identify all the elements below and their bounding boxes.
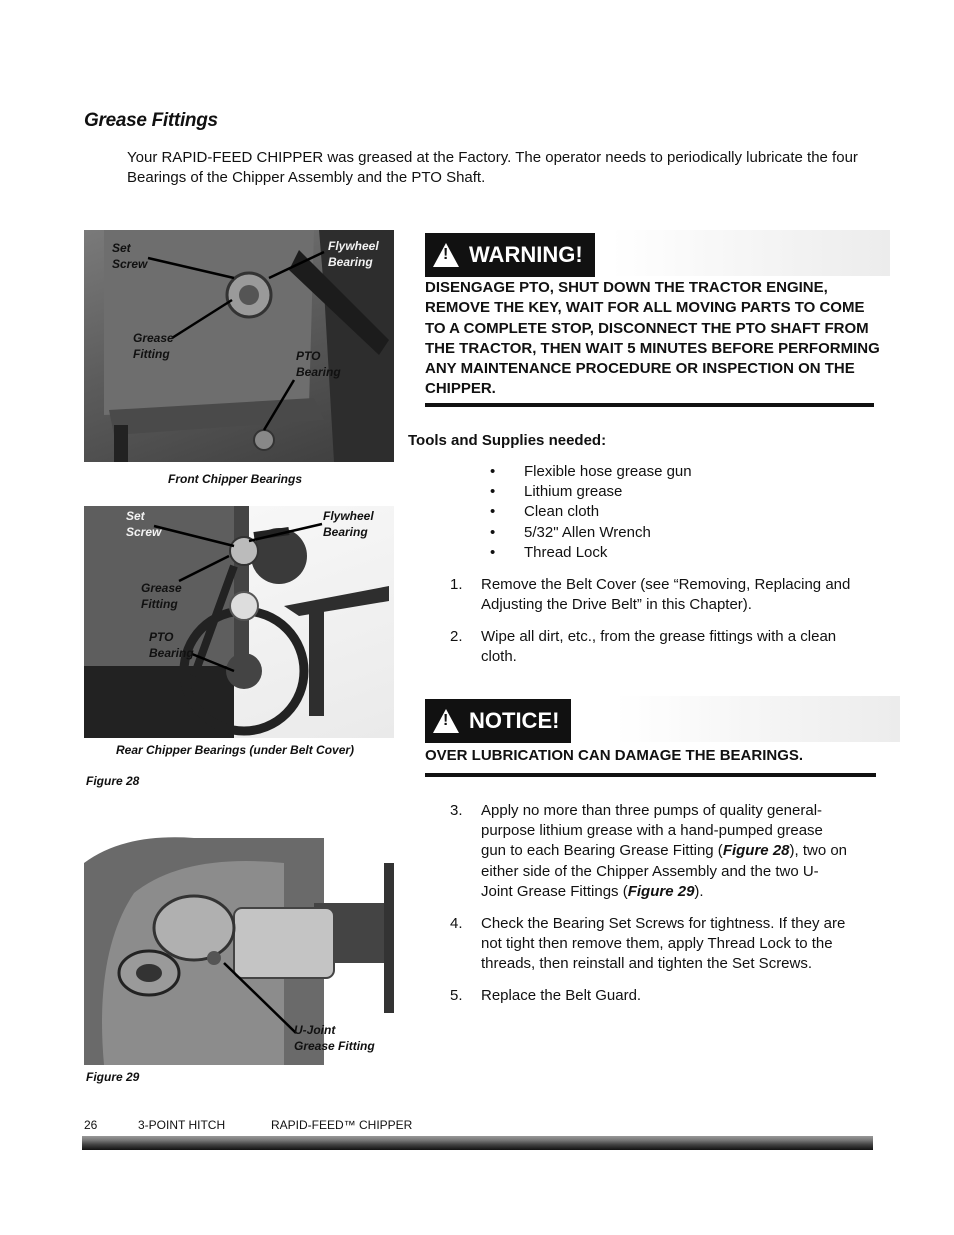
notice-rule	[425, 773, 876, 777]
rear-pto-bearing-label: PTO Bearing	[149, 630, 194, 660]
intro-paragraph: Your RAPID-FEED CHIPPER was greased at the Factory. The operator needs to periodically lubricate the four Bearings of the Chipper Assembly and the PTO Shaft.	[127, 149, 858, 186]
rear-set-screw-label: Set Screw	[126, 509, 162, 539]
front-bearings-caption: Front Chipper Bearings	[168, 472, 303, 486]
notice-header	[425, 699, 571, 743]
step-number: 2.	[450, 628, 463, 645]
notice-triangle-icon: !	[433, 709, 459, 733]
figure-29-ref: Figure 29	[627, 882, 695, 900]
step-text: Remove the Belt Cover (see “Removing, Replacing and Adjusting the Drive Belt” in this Chapter).	[481, 576, 851, 614]
section-title: Grease Fittings	[84, 110, 218, 131]
list-item: • Flexible hose grease gun	[490, 462, 692, 482]
footer-product: RAPID-FEED™ CHIPPER	[271, 1118, 413, 1132]
ujoint-grease-fitting-label: U-Joint Grease Fitting	[294, 1023, 375, 1053]
figure-28-ref: Figure 28	[722, 842, 790, 860]
step-1	[450, 575, 890, 617]
warning-text: DISENGAGE PTO, SHUT DOWN THE TRACTOR ENGINE, REMOVE THE KEY, WAIT FOR ALL MOVING PARTS TO COME TO A COMPLETE STOP, DISCONNECT THE PTO SHAFT FROM THE TRACTOR, THEN WAIT 5 MINUTES BEFORE PERFORMING ANY MAINTENANCE PROCEDURE OR INSPECTION ON THE CHIPPER.	[425, 279, 880, 398]
warning-banner	[425, 230, 890, 276]
list-item: • Lithium grease	[490, 482, 692, 502]
warning-triangle-icon: !	[433, 243, 459, 267]
footer-section: 3-POINT HITCH	[138, 1118, 226, 1132]
page-number: 26	[84, 1118, 98, 1132]
notice-text: OVER LUBRICATION CAN DAMAGE THE BEARINGS.	[425, 747, 804, 764]
step-text: Check the Bearing Set Screws for tightness. If they are not tight then remove them, apply Thread Lock to the threads, then reinstall and tighten the Set Screws.	[481, 915, 846, 973]
figure-28-label: Figure 28	[86, 774, 140, 788]
notice-banner	[425, 696, 900, 742]
step-number: 1.	[450, 576, 463, 593]
tools-list	[490, 462, 692, 563]
notice-title: NOTICE!	[469, 708, 560, 733]
warning-rule	[425, 403, 874, 407]
list-item: • Clean cloth	[490, 502, 692, 522]
rear-grease-fitting-label: Grease Fitting	[141, 581, 182, 611]
step-4	[450, 914, 890, 976]
front-pto-bearing-label: PTO Bearing	[296, 349, 341, 379]
step-3	[450, 801, 890, 905]
step-5	[450, 986, 890, 1008]
figure-29-label: Figure 29	[86, 1070, 140, 1084]
list-item: • 5/32" Allen Wrench	[490, 523, 692, 543]
step-2	[450, 627, 890, 669]
step-number: 4.	[450, 915, 463, 932]
step-number: 3.	[450, 802, 463, 819]
footer-bar	[82, 1136, 873, 1150]
front-bearings-photo	[84, 230, 394, 462]
front-flywheel-bearing-label: Flywheel Bearing	[328, 239, 379, 269]
ujoint-photo	[84, 833, 394, 1065]
step-text: Replace the Belt Guard.	[481, 987, 642, 1004]
front-grease-fitting-label: Grease Fitting	[133, 331, 174, 361]
step-text: Wipe all dirt, etc., from the grease fittings with a clean cloth.	[481, 628, 837, 666]
rear-flywheel-bearing-label: Flywheel Bearing	[323, 509, 374, 539]
front-set-screw-label: Set Screw	[112, 241, 148, 271]
warning-header	[425, 233, 595, 277]
rear-bearings-photo	[84, 506, 394, 738]
step-text: Apply no more than three pumps of quality general- purpose lithium grease with a hand-pumped grease gun to each Bearing Grease Fitting (Figure 28), two on either side of the Chipper Assembly and the two U- Joint Grease Fittings (Figure 29).	[481, 802, 848, 900]
step-number: 5.	[450, 987, 463, 1004]
list-item: • Thread Lock	[490, 543, 692, 563]
tools-heading: Tools and Supplies needed:	[408, 432, 607, 449]
warning-title: WARNING!	[469, 242, 583, 267]
rear-bearings-caption: Rear Chipper Bearings (under Belt Cover)	[116, 743, 355, 757]
